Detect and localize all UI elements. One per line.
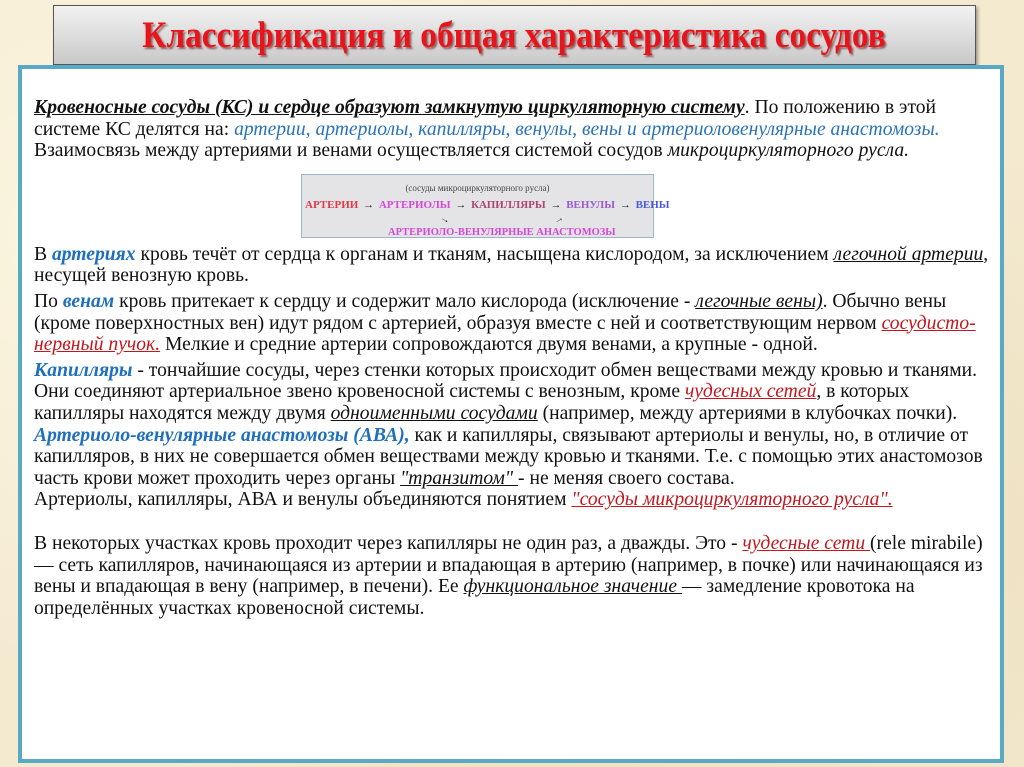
node-ava: АРТЕРИОЛО-ВЕНУЛЯРНЫЕ АНАСТОМОЗЫ: [388, 226, 616, 238]
micro-term: микроциркуляторного русла.: [667, 140, 910, 162]
node-veins: ВЕНЫ: [635, 198, 670, 211]
diagram-caption: (сосуды микроциркуляторного русла): [405, 182, 550, 193]
link-microcirculation-vessels[interactable]: "сосуды микроциркуляторного русла".: [571, 489, 893, 511]
text: (например, между артериями в клубочках почки).: [537, 402, 958, 424]
term-veins: венам: [62, 290, 115, 312]
text: как и капилляры, связывают артериолы и венулы, но, в отличие от капилляров, в них не совершается обмен веществами между кровью и тканями. Т.е. с помощью этих анастомозов часть крови может проходить через органы: [34, 424, 983, 489]
text: В некоторых участках кровь проходит через капилляры не один раз, а дважды. Это -: [34, 532, 743, 554]
link-wonder-nets-2[interactable]: чудесные сети: [742, 532, 871, 554]
arrow-right-icon: →: [363, 198, 375, 211]
summary-paragraph: [34, 489, 990, 511]
link-wonder-nets[interactable]: чудесных сетей: [684, 381, 817, 403]
arrow-right-icon: →: [455, 198, 467, 211]
intro-text: . По положению в этой системе КС делятся на:: [34, 97, 937, 140]
text: (rele mirabile) — сеть капилляров, начинающаяся из артерии и впадающая в артерию (например, в почке) или начинающаяся из вены и впадающая в вену (например, в печени). Ее: [34, 532, 983, 598]
term-ava: Артериоло-венулярные анастомозы (АВА),: [34, 424, 410, 446]
ava-paragraph: [34, 425, 990, 490]
capillaries-paragraph: [34, 360, 990, 425]
vessel-types: артерии, артериолы, капилляры, венулы, вены и артериоловенулярные анастомозы.: [234, 118, 940, 140]
arrow-right-icon: →: [619, 198, 631, 211]
slide-title-bar: [53, 5, 976, 65]
node-venules: ВЕНУЛЫ: [566, 198, 616, 211]
text: - не меняя своего состава.: [518, 467, 735, 489]
term-capillaries: Капилляры: [34, 359, 133, 381]
text: Артериолы, капилляры, АВА и венулы объединяются понятием: [34, 489, 572, 511]
link-same-name-vessels[interactable]: одноименными сосудами: [330, 402, 538, 424]
node-arterioles: АРТЕРИОЛЫ: [378, 198, 451, 211]
content-box: [18, 65, 1004, 763]
text: кровь притекает к сердцу и содержит мало кислорода (исключение -: [114, 290, 696, 312]
link-pulmonary-veins[interactable]: легочные вены): [695, 290, 823, 312]
text: По: [34, 290, 63, 312]
text: Мелкие и средние артерии сопровождаются двумя венами, а крупные - одной.: [160, 334, 818, 356]
intro-paragraph: [34, 97, 990, 162]
arrow-up-right-icon: →: [551, 212, 566, 227]
arteries-paragraph: [34, 244, 990, 287]
intro-lead: Кровеносные сосуды (КС) и сердце образуют замкнутую циркуляторную систему: [34, 97, 745, 118]
term-arteries: артериях: [51, 243, 136, 265]
text: , несущей венозную кровь.: [34, 243, 989, 287]
text: В: [34, 243, 52, 265]
text: . Обычно вены (кроме поверхностных вен) идут рядом с артерией, образуя вместе с ней и соответствующим нервом: [34, 290, 947, 334]
node-capillaries: КАПИЛЛЯРЫ: [471, 198, 546, 211]
wonder-nets-paragraph: [34, 533, 990, 619]
link-transit[interactable]: "транзитом": [400, 467, 519, 489]
diagram-flow: [305, 195, 672, 217]
veins-paragraph: [34, 291, 990, 356]
microcirculation-diagram: [301, 174, 670, 238]
link-functional-meaning[interactable]: функциональное значение: [463, 576, 682, 598]
link-neurovascular-bundle[interactable]: сосудисто-нервный пучок.: [34, 312, 976, 356]
text: — замедление кровотока на определённых участках кровеносной системы.: [34, 576, 915, 619]
node-arteries: АРТЕРИИ: [305, 198, 359, 211]
text: кровь течёт от сердца к органам и тканям, насыщена кислородом, за исключением: [135, 243, 834, 265]
intro-middle: Взаимосвязь между артериями и венами осуществляется системой сосудов: [34, 140, 668, 162]
arrow-down-right-icon: →: [438, 212, 453, 227]
link-pulmonary-artery[interactable]: легочной артерии: [833, 243, 984, 265]
text: - тончайшие сосуды, через стенки которых происходит обмен веществами между кровью и тканями. Они соединяют артериальное звено кровеносной системы с венозным, кроме: [34, 359, 977, 403]
text: , в которых капилляры находятся между двумя: [34, 381, 910, 424]
slide-title: Классификация и общая характеристика сосудов: [142, 14, 887, 56]
arrow-right-icon: →: [550, 198, 562, 211]
